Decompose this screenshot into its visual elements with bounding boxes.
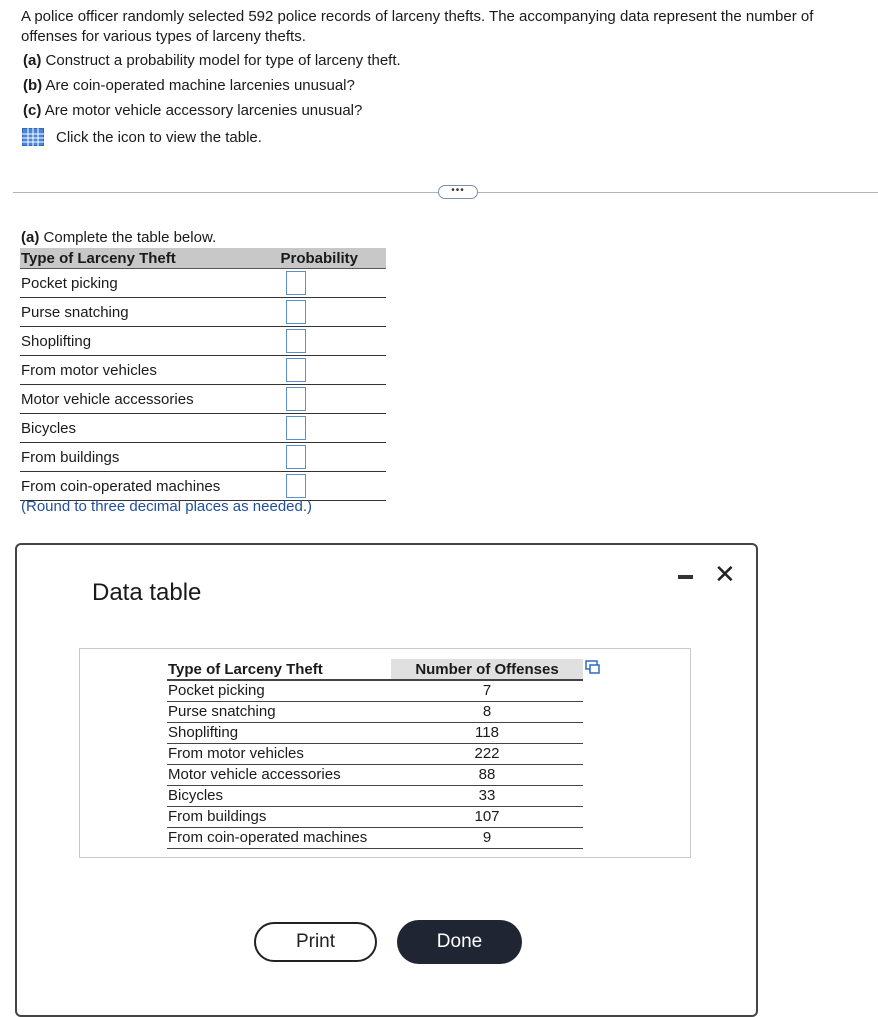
table-row [167, 702, 583, 723]
copy-icon[interactable] [585, 659, 601, 675]
row-count: 118 [391, 723, 583, 744]
row-count: 7 [391, 680, 583, 702]
row-count: 9 [391, 828, 583, 849]
row-count: 33 [391, 786, 583, 807]
row-type: Shoplifting [167, 723, 391, 744]
probability-input-purse-snatching[interactable] [286, 300, 306, 324]
row-label: Motor vehicle accessories [20, 385, 278, 414]
row-count: 88 [391, 765, 583, 786]
problem-part-c [23, 100, 878, 122]
row-type: Motor vehicle accessories [167, 765, 391, 786]
row-type: Purse snatching [167, 702, 391, 723]
problem-part-c-tag: (c) [23, 102, 42, 119]
view-table-text: Click the icon to view the table. [56, 128, 262, 146]
row-label: From motor vehicles [20, 356, 278, 385]
problem-intro-line-1: A police officer randomly selected 592 police records of larceny thefts. The accompanying data represent the number of [21, 8, 814, 25]
data-table-frame [79, 648, 691, 858]
part-a-instruction [21, 229, 216, 246]
part-a-tag: (a) [21, 229, 40, 246]
probability-table [20, 248, 386, 501]
done-button[interactable]: Done [397, 920, 522, 964]
expand-more-button[interactable]: ••• [438, 185, 478, 199]
problem-part-a-tag: (a) [23, 52, 42, 69]
table-grid-icon[interactable] [22, 128, 44, 146]
table-row [20, 269, 386, 298]
table-row [20, 356, 386, 385]
row-count: 222 [391, 744, 583, 765]
table-row [167, 786, 583, 807]
data-table-dialog [15, 543, 758, 1017]
col-header-probability: Probability [278, 248, 386, 269]
problem-part-b-tag: (b) [23, 77, 43, 94]
row-label: Shoplifting [20, 327, 278, 356]
probability-input-bicycles[interactable] [286, 416, 306, 440]
probability-input-pocket-picking[interactable] [286, 271, 306, 295]
row-count: 107 [391, 807, 583, 828]
offenses-table-header [167, 659, 583, 680]
view-table-link[interactable] [22, 128, 262, 146]
probability-input-motor-vehicle-accessories[interactable] [286, 387, 306, 411]
col-header-type: Type of Larceny Theft [167, 659, 391, 680]
probability-input-shoplifting[interactable] [286, 329, 306, 353]
table-row [167, 765, 583, 786]
probability-table-header [20, 248, 386, 269]
row-label: Bicycles [20, 414, 278, 443]
row-type: From coin-operated machines [167, 828, 391, 849]
table-row [20, 385, 386, 414]
minimize-icon[interactable] [677, 565, 695, 583]
problem-part-b [23, 75, 878, 97]
close-icon[interactable]: ✕ [714, 559, 736, 589]
row-label: Pocket picking [20, 269, 278, 298]
rounding-note: (Round to three decimal places as needed.) [21, 498, 313, 515]
dialog-title: Data table [92, 579, 202, 606]
probability-input-from-buildings[interactable] [286, 445, 306, 469]
problem-part-c-text: Are motor vehicle accessory larcenies unusual? [44, 102, 363, 119]
table-row [20, 414, 386, 443]
row-type: From motor vehicles [167, 744, 391, 765]
table-row [20, 327, 386, 356]
problem-part-b-text: Are coin-operated machine larcenies unusual? [45, 77, 355, 94]
row-type: Bicycles [167, 786, 391, 807]
table-row [20, 472, 386, 501]
row-count: 8 [391, 702, 583, 723]
row-label: From buildings [20, 443, 278, 472]
table-row [167, 723, 583, 744]
part-a-text: Complete the table below. [43, 229, 217, 246]
row-type: From buildings [167, 807, 391, 828]
row-type: Pocket picking [167, 680, 391, 702]
table-row [167, 828, 583, 849]
table-row [20, 298, 386, 327]
table-row [167, 807, 583, 828]
problem-intro-line-2: offenses for various types of larceny thefts. [21, 28, 306, 45]
probability-input-from-motor-vehicles[interactable] [286, 358, 306, 382]
col-header-type: Type of Larceny Theft [20, 248, 278, 269]
offenses-table [167, 659, 583, 849]
table-row [20, 443, 386, 472]
probability-input-coin-operated-machines[interactable] [286, 474, 306, 498]
col-header-offenses: Number of Offenses [391, 659, 583, 680]
problem-statement [21, 7, 878, 122]
table-row [167, 680, 583, 702]
table-row [167, 744, 583, 765]
row-label: Purse snatching [20, 298, 278, 327]
problem-part-a [23, 50, 878, 72]
problem-part-a-text: Construct a probability model for type of larceny theft. [45, 52, 401, 69]
print-button[interactable]: Print [254, 922, 377, 962]
row-label: From coin-operated machines [20, 472, 278, 501]
